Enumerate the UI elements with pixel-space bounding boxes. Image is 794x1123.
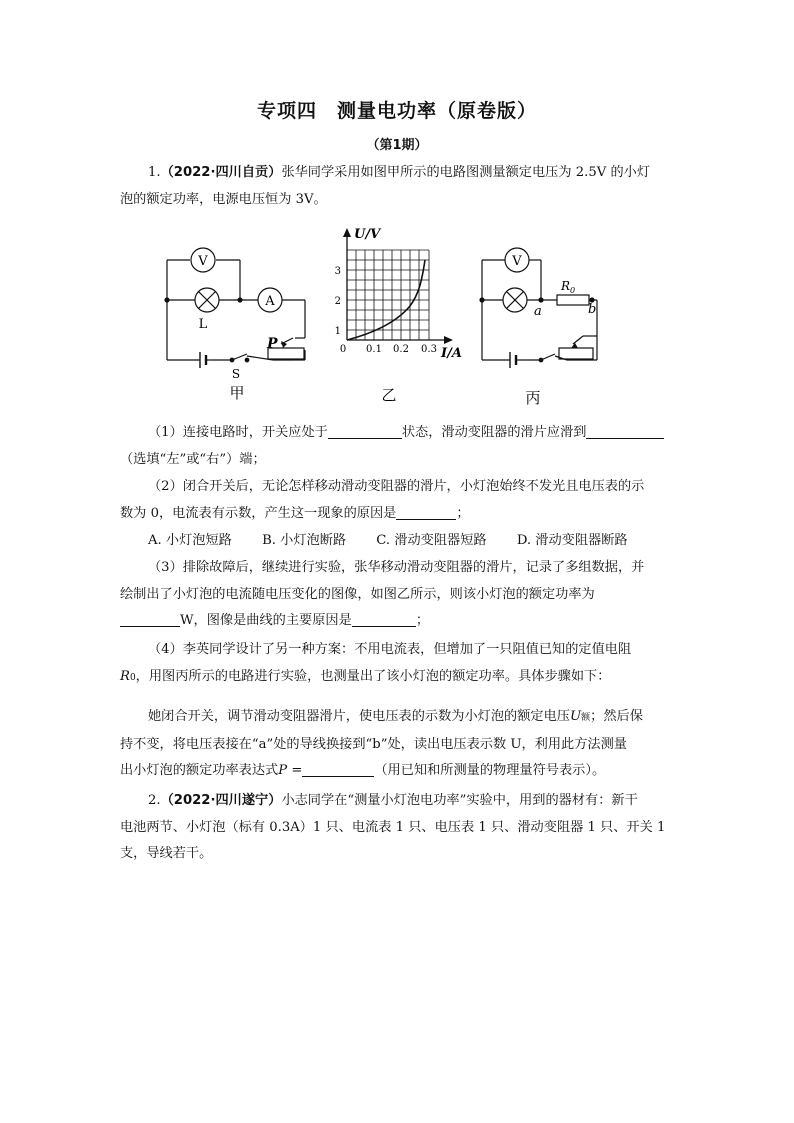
jia-slider-label: P [267,336,278,352]
q1-part4-line1: （4）李英同学设计了另一种方案：不用电流表，但增加了一只阻值已知的定值电阻 [148,642,632,657]
graph-y-tick-3: 3 [334,266,341,277]
q1-part3-line1: （3）排除故障后，继续进行实验，张华移动滑动变阻器的滑片，记录了多组数据，并 [148,560,645,575]
bing-r0-label: $R_0$ [561,279,576,295]
option-c[interactable]: C. 滑动变阻器短路 [376,533,487,548]
figure-yi-caption: 乙 [381,386,397,404]
figures-svg [155,220,635,410]
answer-blank-curve-reason[interactable] [352,611,416,627]
q1-part3 [120,555,678,635]
option-d[interactable]: D. 滑动变阻器断路 [516,533,628,548]
jia-voltmeter-label: V [198,254,208,269]
graph-x-tick-0.3: 0.3 [421,344,437,355]
figure-bing-caption: 丙 [525,389,541,407]
bing-point-b-label: b [588,302,597,317]
option-b[interactable]: B. 小灯泡断路 [262,533,347,548]
bing-voltmeter-label: V [512,254,522,269]
graph-y-axis-label: U/V [354,227,381,242]
q1-part3-line2: 绘制出了小灯泡的电流随电压变化的图像，如图乙所示，则该小灯泡的额定功率为 [120,586,595,602]
q1-part1 [120,420,678,473]
q2-stem-line1: 2.（2022·四川遂宁）小志同学在“测量小灯泡电功率”实验中，用到的器材有：新干 [148,793,638,808]
figure-jia-circuit [165,248,305,368]
q2-source: （2022·四川遂宁） [160,793,282,808]
q2-stem [120,788,678,868]
q1-part2 [120,474,678,527]
q1-steps-line2: 持不变，将电压表接在“a”处的导线换接到“b”处，读出电压表示数 U，利用此方法测量 [120,736,627,752]
option-a[interactable]: A. 小灯泡短路 [148,533,232,548]
q1-steps-line3: 出小灯泡的额定功率表达式P = （用已知和所测量的物理量符号表示）。 [120,763,606,778]
graph-y-tick-1: 1 [334,326,341,337]
q1-source: （2022·四川自贡） [160,165,282,180]
q2-stem-line3: 支，导线若干。 [120,846,213,861]
q1-number: 1. [148,165,161,180]
graph-x-tick-0.1: 0.1 [366,344,382,355]
jia-switch-label: S [231,367,241,381]
answer-blank-rated-power[interactable] [120,611,180,627]
q1-stem-line2: 泡的额定功率，电源电压恒为 3V。 [120,191,327,207]
q1-stem-line1 [120,160,678,187]
q1-part1-line2: （选填“左”或“右”）端； [120,451,266,467]
q1-part2-line1: （2）闭合开关后，无论怎样移动滑动变阻器的滑片，小灯泡始终不发光且电压表的示 [148,479,645,494]
figure-jia-caption: 甲 [229,384,245,402]
q1-part4-line2: R0，用图丙所示的电路进行实验，也测量出了该小灯泡的额定功率。具体步骤如下： [120,668,611,684]
jia-lamp-label: L [198,317,208,332]
q1-part4 [120,637,678,691]
q1-part2-line2: 数为 0，电流表有示数，产生这一现象的原因是 ； [120,505,470,521]
q1-options [148,528,688,555]
answer-blank-slider-end[interactable] [586,423,664,439]
answer-blank-switch-state[interactable] [328,423,402,439]
period-label: （第1期） [366,138,428,153]
q1-stem [120,160,678,213]
q1-steps [120,704,678,785]
q1-stem-text-a: 张华同学采用如图甲所示的电路图测量额定电压为 2.5V 的小灯 [281,165,651,180]
graph-x-tick-0.2: 0.2 [393,344,409,355]
graph-y-tick-2: 2 [334,296,341,307]
bing-point-a-label: a [534,304,542,319]
q1-part3-line3: W，图像是曲线的主要原因是 ； [120,608,678,635]
q1-steps-line1: 她闭合开关，调节滑动变阻器滑片，使电压表的示数为小灯泡的额定电压U额；然后保 [148,709,643,724]
q2-number: 2. [148,793,161,808]
page-title: 专项四 测量电功率（原卷版） [256,100,537,122]
q2-stem-line2: 电池两节、小灯泡（标有 0.3A）1 只、电流表 1 只、电压表 1 只、滑动变阻器 1 只、开关 1 [120,819,666,835]
graph-x-tick-0: 0 [339,344,347,355]
jia-ammeter-label: A [265,294,275,309]
graph-x-axis-label: I/A [441,346,462,361]
q1-figures [155,220,635,410]
q1-part1-line1: （1）连接电路时，开关应处于 状态，滑动变阻器的滑片应滑到 [120,420,678,447]
answer-blank-power-expression[interactable] [302,761,374,777]
figure-yi-graph [347,234,447,340]
answer-blank-fault-reason[interactable] [396,504,456,520]
